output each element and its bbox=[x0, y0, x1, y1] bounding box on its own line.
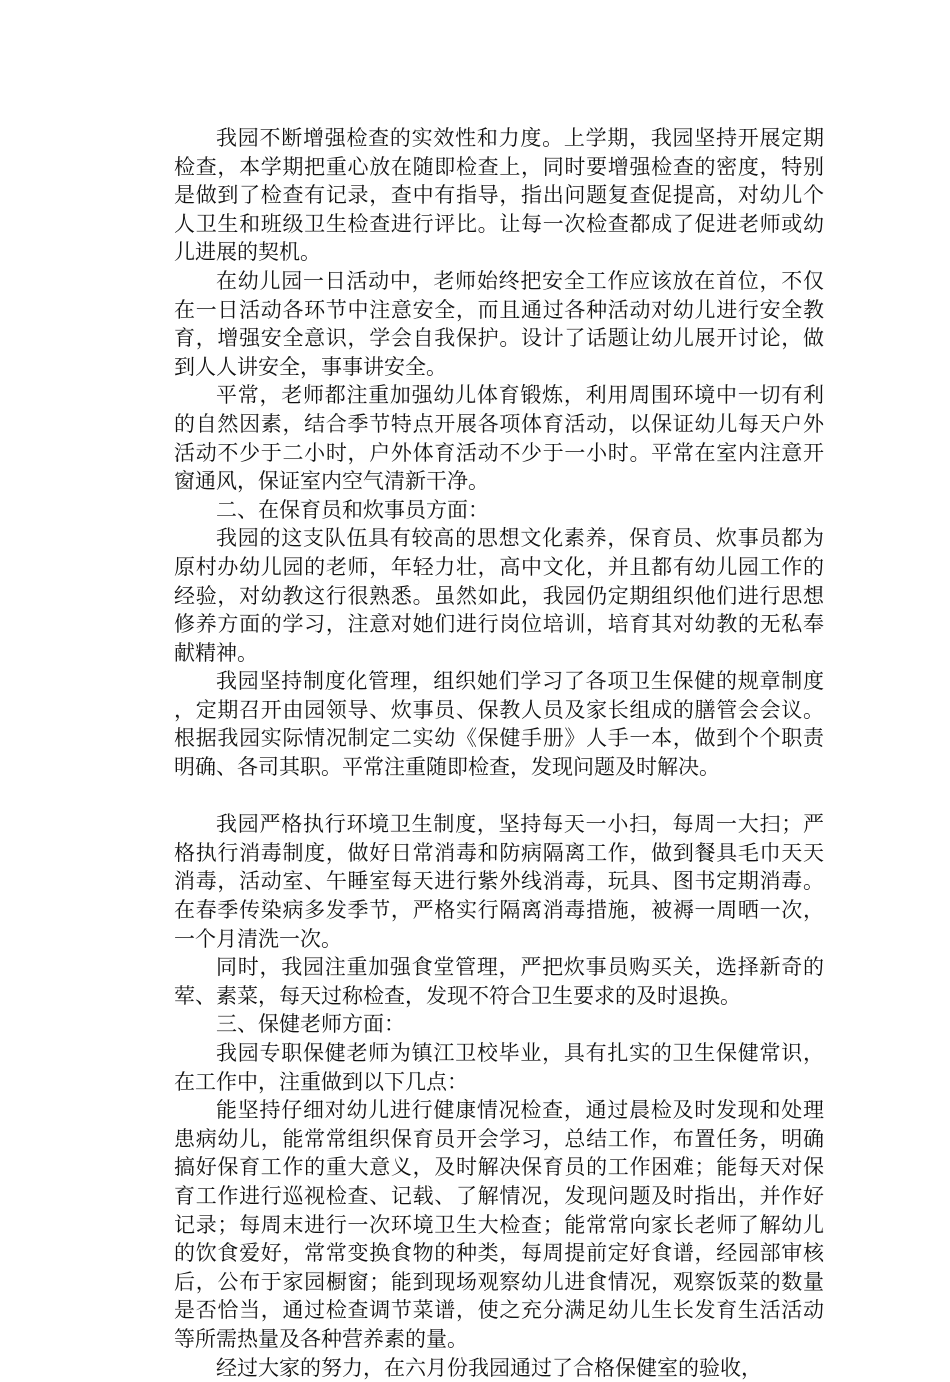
section-heading-staff: 二、在保育员和炊事员方面： bbox=[216, 497, 489, 522]
paragraph-safety: 在幼儿园一日活动中，老师始终把安全工作应该放在首位，不仅在一日活动各环节中注意安全，而且通过各种活动对幼儿进行安全教育，增强安全意识，学会自我保护。设计了话题让幼儿展开讨论，做到人人讲安全，事事讲安全。 bbox=[174, 268, 824, 379]
blank-line bbox=[174, 782, 824, 811]
paragraph-inspection: 我园不断增强检查的实效性和力度。上学期，我园坚持开展定期检查，本学期把重心放在随即检查上，同时要增强检查的密度，特别是做到了检查有记录，查中有指导，指出问题复查促提高，对幼儿个人卫生和班级卫生检查进行评比。让每一次检查都成了促进老师或幼儿进展的契机。 bbox=[174, 126, 824, 265]
paragraph-duties: 能坚持仔细对幼儿进行健康情况检查，通过晨检及时发现和处理患病幼儿，能常常组织保育员开会学习，总结工作，布置任务，明确搞好保育工作的重大意义，及时解决保育员的工作困难；能每天对保育工作进行巡视检查、记载、了解情况，发现问题及时指出，并作好记录；每周末进行一次环境卫生大检查；能常常向家长老师了解幼儿的饮食爱好，常常变换食物的种类，每周提前定好食谱，经园部审核后，公布于家园橱窗；能到现场观察幼儿进食情况，观察饭菜的数量是否恰当，通过检查调节菜谱，使之充分满足幼儿生长发育生活活动等所需热量及各种营养素的量。 bbox=[174, 1098, 824, 1351]
paragraph-exercise: 平常，老师都注重加强幼儿体育锻炼，利用周围环境中一切有利的自然因素，结合季节特点开展各项体育活动，以保证幼儿每天户外活动不少于二小时，户外体育活动不少于一小时。平常在室内注意开窗通风，保证室内空气清新干净。 bbox=[174, 383, 824, 494]
paragraph-hygiene: 我园严格执行环境卫生制度，坚持每天一小扫，每周一大扫；严格执行消毒制度，做好日常消毒和防病隔离工作，做到餐具毛巾天天消毒，活动室、午睡室每天进行紫外线消毒，玩具、图书定期消毒。在春季传染病多发季节，严格实行隔离消毒措施，被褥一周晒一次，一个月清洗一次。 bbox=[174, 812, 824, 951]
paragraph-canteen: 同时，我园注重加强食堂管理，严把炊事员购买关，选择新奇的荤、素菜，每天过称检查，发现不符合卫生要求的及时退换。 bbox=[174, 955, 824, 1008]
document-page bbox=[174, 124, 824, 1382]
paragraph-staff-quality: 我园的这支队伍具有较高的思想文化素养，保育员、炊事员都为原村办幼儿园的老师，年轻力壮，高中文化，并且都有幼儿园工作的经验，对幼教这行很熟悉。虽然如此，我园仍定期组织他们进行思想修养方面的学习，注意对她们进行岗位培训，培育其对幼教的无私奉献精神。 bbox=[174, 526, 824, 665]
paragraph-health-teacher: 我园专职保健老师为镇江卫校毕业，具有扎实的卫生保健常识，在工作中，注重做到以下几点： bbox=[174, 1041, 824, 1094]
section-heading-health-teacher: 三、保健老师方面： bbox=[216, 1012, 405, 1037]
paragraph-result: 经过大家的努力，在六月份我园通过了合格保健室的验收， bbox=[216, 1355, 762, 1380]
paragraph-management: 我园坚持制度化管理，组织她们学习了各项卫生保健的规章制度，定期召开由园领导、炊事员、保教人员及家长组成的膳管会会议。根据我园实际情况制定二实幼《保健手册》人手一本，做到个个职责明确、各司其职。平常注重随即检查，发现问题及时解决。 bbox=[174, 669, 824, 780]
